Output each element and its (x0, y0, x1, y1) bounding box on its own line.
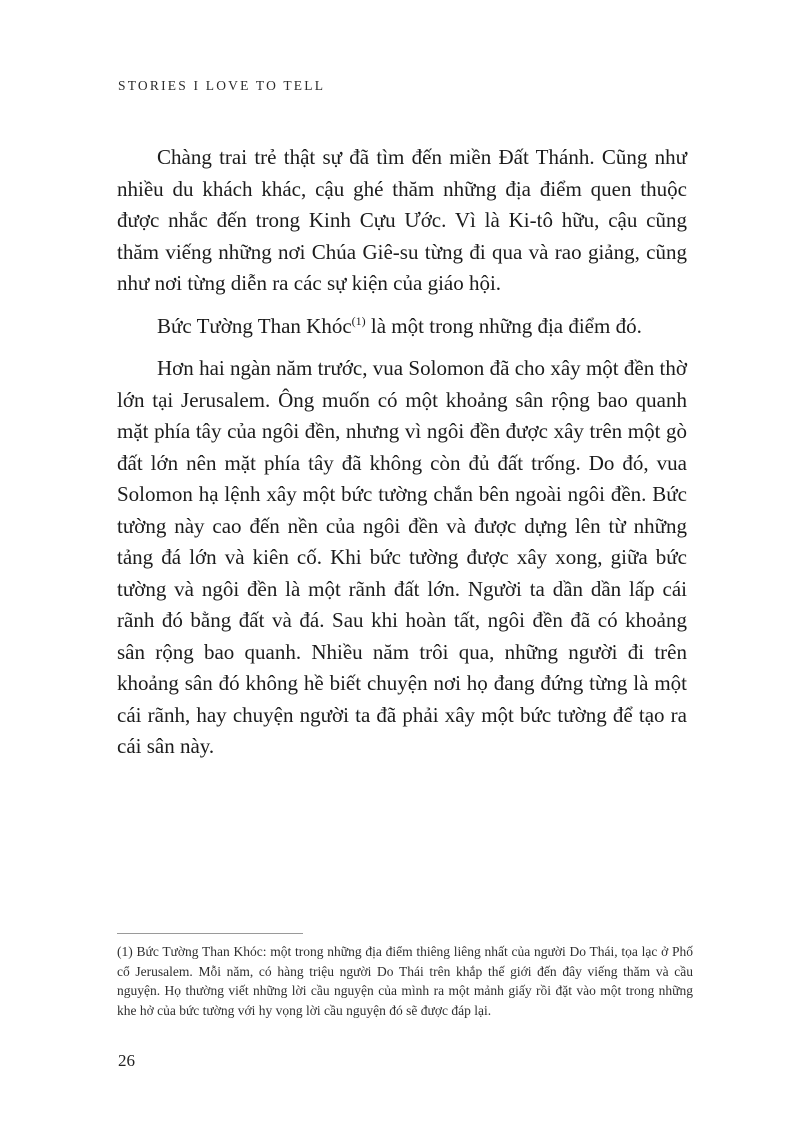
paragraph: Hơn hai ngàn năm trước, vua Solomon đã cho xây một đền thờ lớn tại Jerusalem. Ông muốn có một khoảng sân rộng bao quanh mặt phía tây của ngôi đền, nhưng vì ngôi đền được xây trên một gò đất lớn nên mặt phía tây đã không còn đủ đất trống. Do đó, vua Solomon hạ lệnh xây một bức tường chắn bên ngoài ngôi đền. Bức tường này cao đến nền của ngôi đền và được dựng lên từ những tảng đá lớn và kiên cố. Khi bức tường được xây xong, giữa bức tường và ngôi đền là một rãnh đất lớn. Người ta dần dần lấp cái rãnh đó bằng đất và đá. Sau khi hoàn tất, ngôi đền đã có khoảng sân rộng bao quanh. Nhiều năm trôi qua, những người đi trên khoảng sân đó không hề biết chuyện nơi họ đang đứng từng là một cái rãnh, hay chuyện người ta đã phải xây một bức tường để tạo ra cái sân này. (117, 356, 687, 758)
page-body (117, 142, 687, 774)
paragraph (117, 311, 687, 343)
running-header-title: STORIES I LOVE TO TELL (118, 78, 326, 93)
paragraph-text: Bức Tường Than Khóc (157, 313, 352, 338)
footnote-marker: (1) (351, 313, 366, 328)
paragraph: Chàng trai trẻ thật sự đã tìm đến miền Đất Thánh. Cũng như nhiều du khách khác, cậu ghé thăm những địa điểm quen thuộc được nhắc đến trong Kinh Cựu Ước. Vì là Ki-tô hữu, cậu cũng thăm viếng những nơi Chúa Giê-su từng đi qua và rao giảng, cũng như nơi từng diễn ra các sự kiện của giáo hội. (117, 145, 687, 295)
page-number: 26 (118, 1051, 135, 1070)
footnote-divider (117, 933, 303, 934)
paragraph-text: là một trong những địa điểm đó. (365, 313, 642, 338)
footnote-text: (1) Bức Tường Than Khóc: một trong những địa điểm thiêng liêng nhất của người Do Thái, tọa lạc ở Phố cổ Jerusalem. Mỗi năm, có hàng triệu người Do Thái trên khắp thế giới đến đây viếng thăm và cầu nguyện. Họ thường viết những lời cầu nguyện của mình ra một mảnh giấy rồi đặt vào một trong những khe hở của bức tường với hy vọng lời cầu nguyện đó sẽ được đáp lại. (117, 944, 693, 1018)
footnote-section (117, 933, 693, 1020)
